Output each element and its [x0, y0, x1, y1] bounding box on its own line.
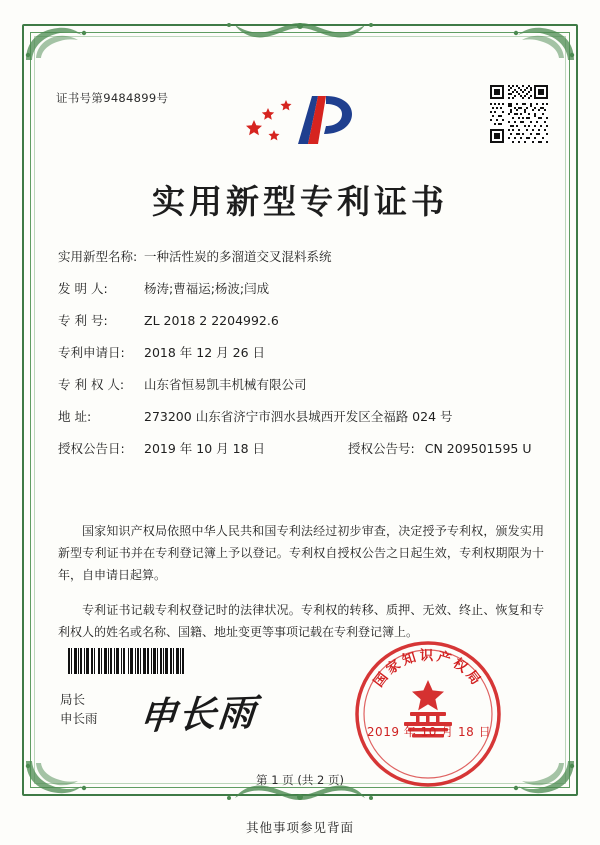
barcode-icon: [68, 648, 216, 674]
qr-code-icon: [490, 85, 548, 143]
field-value: 一种活性炭的多溜道交叉混料系统: [144, 249, 332, 264]
top-center-flourish: [195, 20, 405, 46]
official-red-seal-icon: [352, 638, 504, 790]
field-row: [58, 344, 544, 362]
footer-note: 其他事项参见背面: [245, 820, 354, 835]
field-value: 2019 年 10 月 18 日: [144, 441, 265, 456]
field-label: 实用新型名称:: [58, 249, 138, 264]
paragraph: 国家知识产权局依照中华人民共和国专利法经过初步审查，决定授予专利权，颁发实用新型专利证书并在专利登记簿上予以登记。专利权自授权公告之日起生效，专利权期限为十年，自申请日起算。: [58, 524, 544, 583]
seal-date: 2019 年 10 月 18 日: [366, 725, 492, 739]
field-label: 授权公告日:: [58, 441, 125, 456]
director-name-label: 申长雨: [60, 711, 98, 727]
field-row-grant: [58, 440, 544, 458]
field-label: 发 明 人:: [58, 281, 108, 296]
field-label: 专 利 权 人:: [58, 377, 125, 392]
field-label: 专利申请日:: [58, 345, 125, 360]
field-value: 杨涛;曹福运;杨波;闫成: [144, 281, 270, 296]
patent-office-logo-icon: [234, 86, 366, 152]
legal-text-block: [58, 508, 544, 645]
field-row: [58, 376, 544, 394]
field-value: ZL 2018 2 2204992.6: [144, 313, 279, 328]
director-role-label: 局长: [60, 692, 86, 707]
field-row: [58, 408, 544, 426]
field-list: [58, 248, 544, 472]
field-row: [58, 280, 544, 298]
page-title: 实用新型专利证书: [152, 182, 448, 221]
signature-block: [60, 690, 98, 729]
field-value-secondary: CN 209501595 U: [424, 441, 532, 456]
svg-text:国家知识产权局: 国家知识产权局: [370, 648, 486, 691]
field-label: 专 利 号:: [58, 313, 108, 328]
page-number: 第 1 页 (共 2 页): [256, 773, 344, 787]
field-value: 2018 年 12 月 26 日: [144, 345, 265, 360]
certificate-number: 证书号第9484899号: [56, 91, 169, 105]
field-label-secondary: 授权公告号:: [348, 441, 415, 456]
handwritten-signature: 申长雨: [137, 689, 259, 739]
paragraph: 专利证书记载专利权登记时的法律状况。专利权的转移、质押、无效、终止、恢复和专利权人的姓名或名称、国籍、地址变更等事项记载在专利登记簿上。: [58, 602, 544, 639]
field-row: [58, 312, 544, 330]
field-label: 地 址:: [58, 409, 92, 424]
field-row: [58, 248, 544, 266]
field-value: 273200 山东省济宁市泗水县城西开发区全福路 024 号: [144, 409, 453, 424]
field-value: 山东省恒易凯丰机械有限公司: [144, 377, 307, 392]
